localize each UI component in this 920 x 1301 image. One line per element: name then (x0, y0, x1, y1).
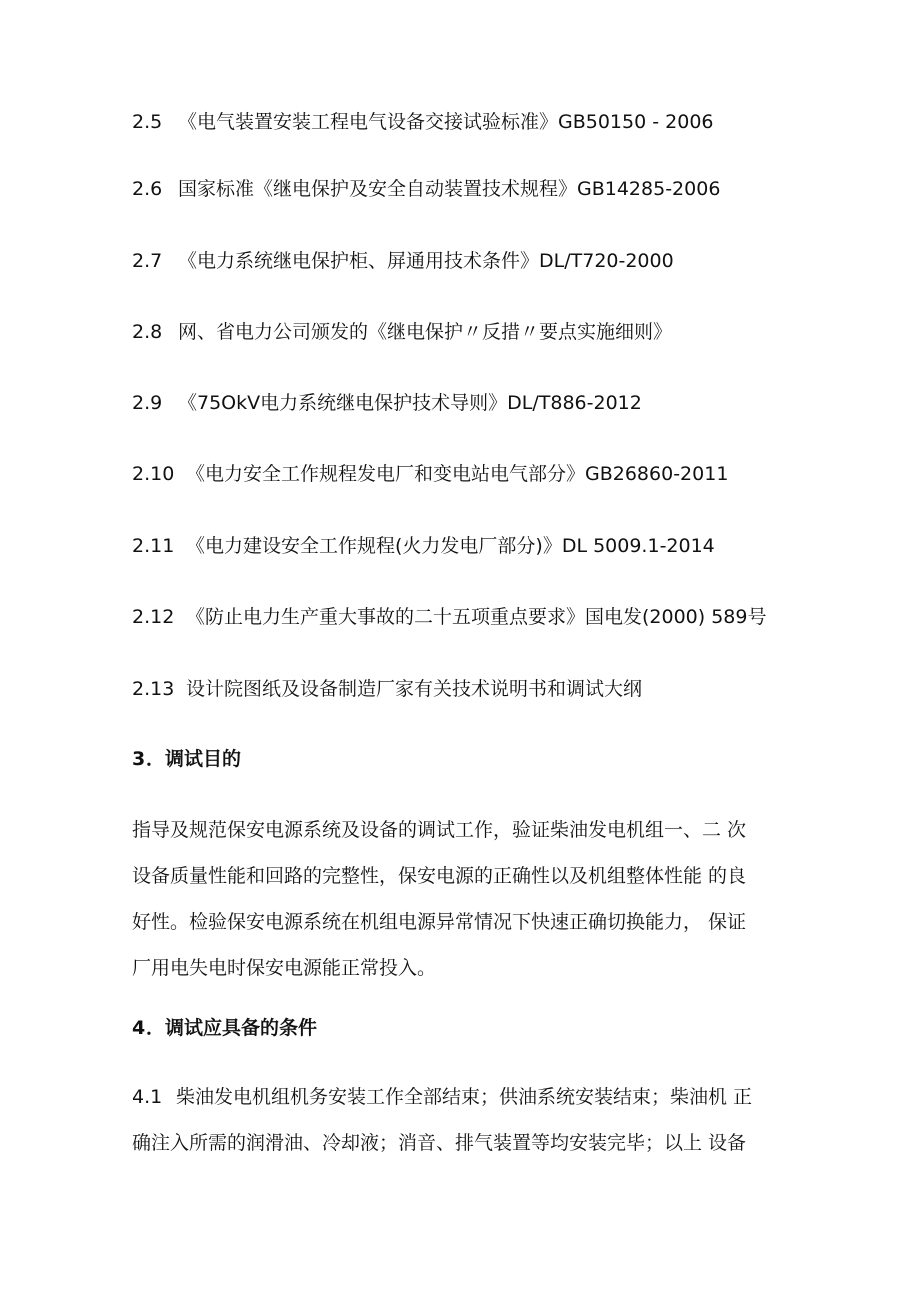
ref-number: 2.5 (132, 111, 163, 133)
ref-number: 2.10 (132, 463, 175, 485)
section-number: 3 (132, 748, 146, 770)
section-4-1-paragraph (132, 1085, 792, 1155)
section-title: ．调试目的 (146, 748, 242, 770)
paragraph-line: 确注入所需的润滑油、冷却液；消音、排气装置等均安装完毕；以上 设备 (132, 1132, 747, 1154)
section-4-heading (132, 1016, 317, 1040)
paragraph-line: 厂用电失电时保安电源能正常投入。 (132, 957, 437, 979)
paragraph-line: 设备质量性能和回路的完整性，保安电源的正确性以及机组整体性能 的良 (132, 865, 747, 887)
ref-item (132, 534, 715, 558)
ref-item (132, 177, 720, 201)
ref-item (132, 110, 714, 134)
paragraph-line: 指导及规范保安电源系统及设备的调试工作，验证柴油发电机组一、二 次 (132, 819, 747, 841)
section-number: 4 (132, 1017, 146, 1039)
paragraph-line (132, 1085, 792, 1109)
ref-text: 《电气装置安装工程电气设备交接试验标准》GB50150 - 2006 (178, 111, 714, 133)
ref-item (132, 605, 767, 629)
section-3-heading (132, 747, 241, 771)
ref-number: 2.8 (132, 321, 163, 343)
ref-number: 2.7 (132, 250, 163, 272)
ref-text: 《防止电力生产重大事故的二十五项重点要求》国电发(2000) 589号 (186, 606, 767, 628)
ref-item (132, 320, 672, 344)
ref-text: 设计院图纸及设备制造厂家有关技术说明书和调试大纲 (186, 678, 643, 700)
ref-text: 《电力系统继电保护柜、屏通用技术条件》DL/T720-2000 (178, 250, 674, 272)
ref-text: 网、省电力公司颁发的《继电保护〃反措〃要点实施细则》 (178, 321, 673, 343)
item-number: 4.1 (132, 1086, 163, 1108)
ref-item (132, 677, 642, 701)
section-title: ．调试应具备的条件 (146, 1017, 318, 1039)
item-text: 柴油发电机组机务安装工作全部结束；供油系统安装结束；柴油机 正 (176, 1086, 753, 1108)
ref-number: 2.12 (132, 606, 175, 628)
ref-text: 《电力建设安全工作规程(火力发电厂部分)》DL 5009.1-2014 (186, 535, 715, 557)
paragraph-line: 好性。检验保安电源系统在机组电源异常情况下快速正确切换能力， 保证 (132, 911, 747, 933)
ref-item (132, 391, 642, 415)
ref-number: 2.11 (132, 535, 175, 557)
ref-number: 2.13 (132, 678, 175, 700)
ref-number: 2.6 (132, 178, 163, 200)
ref-text: 《电力安全工作规程发电厂和变电站电气部分》GB26860-2011 (186, 463, 729, 485)
ref-text: 国家标准《继电保护及安全自动装置技术规程》GB14285-2006 (178, 178, 721, 200)
section-3-paragraph (132, 818, 792, 980)
ref-item (132, 249, 674, 273)
ref-item (132, 462, 728, 486)
ref-number: 2.9 (132, 392, 163, 414)
ref-text: 《75OkV电力系统继电保护技术导则》DL/T886-2012 (178, 392, 642, 414)
